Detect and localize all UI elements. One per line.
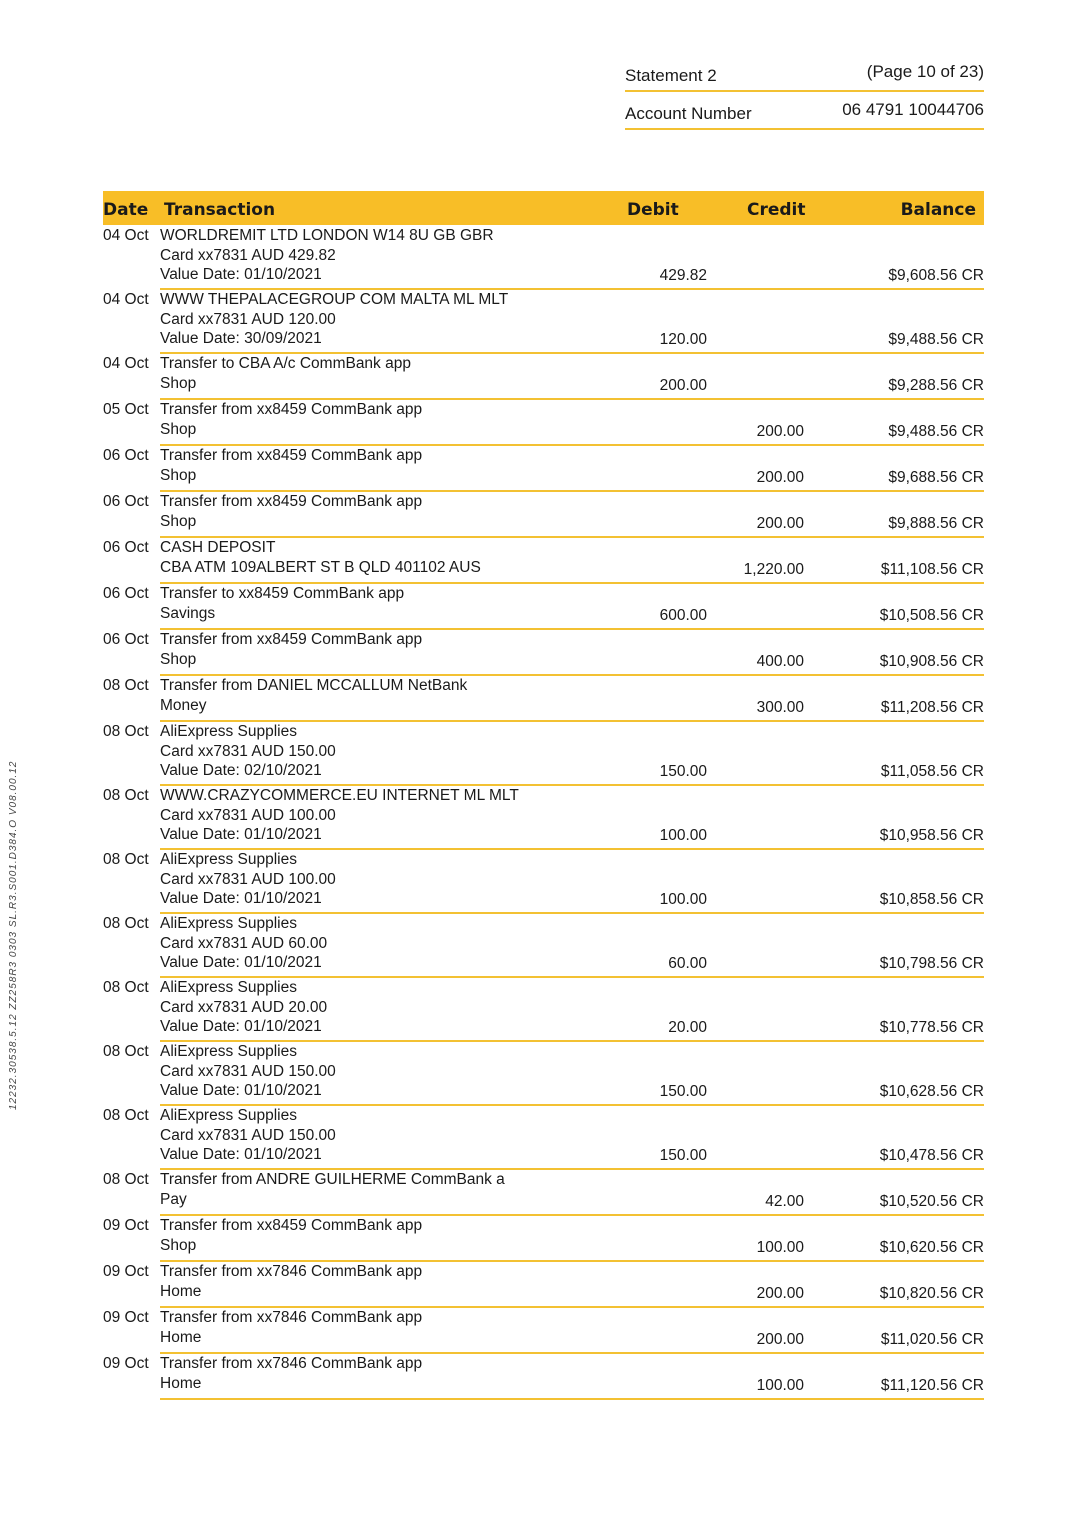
row-description-line: WWW.CRAZYCOMMERCE.EU INTERNET ML MLT bbox=[160, 787, 519, 804]
row-description-line: Home bbox=[160, 1282, 202, 1300]
col-date: Date bbox=[103, 200, 149, 220]
row-description-line: Card xx7831 AUD 100.00 bbox=[160, 806, 336, 824]
row-balance: $9,488.56 CR bbox=[888, 331, 984, 348]
row-description-line: WWW THEPALACEGROUP COM MALTA ML MLT bbox=[160, 291, 509, 308]
row-credit: 200.00 bbox=[756, 423, 804, 440]
row-description-line: Card xx7831 AUD 120.00 bbox=[160, 310, 336, 328]
table-row bbox=[103, 850, 984, 914]
row-description-line: Shop bbox=[160, 374, 197, 392]
table-row bbox=[103, 1170, 984, 1216]
table-row bbox=[103, 786, 984, 850]
row-debit: 200.00 bbox=[659, 377, 707, 394]
row-description-line: Shop bbox=[160, 466, 197, 484]
page-info: (Page 10 of 23) bbox=[866, 62, 984, 81]
account-label: Account Number bbox=[625, 104, 752, 123]
row-date: 09 Oct bbox=[103, 1355, 149, 1372]
row-credit: 200.00 bbox=[756, 515, 804, 532]
row-description-line: Transfer from ANDRE GUILHERME CommBank a bbox=[160, 1171, 505, 1188]
row-description-line: CASH DEPOSIT bbox=[160, 539, 276, 556]
table-row bbox=[103, 1308, 984, 1354]
row-date: 08 Oct bbox=[103, 915, 149, 932]
row-description-line: WORLDREMIT LTD LONDON W14 8U GB GBR bbox=[160, 227, 494, 244]
table-row bbox=[103, 290, 984, 354]
col-balance: Balance bbox=[900, 200, 976, 220]
row-credit: 200.00 bbox=[756, 469, 804, 486]
row-date: 06 Oct bbox=[103, 447, 149, 464]
table-header bbox=[103, 191, 984, 225]
row-description-line: CBA ATM 109ALBERT ST B QLD 401102 AUS bbox=[160, 558, 481, 576]
row-description-line: Card xx7831 AUD 100.00 bbox=[160, 870, 336, 888]
row-description-line: Transfer from xx7846 CommBank app bbox=[160, 1355, 423, 1372]
row-credit: 200.00 bbox=[756, 1285, 804, 1302]
row-credit: 300.00 bbox=[756, 699, 804, 716]
transaction-table bbox=[0, 226, 1087, 1400]
row-balance: $10,620.56 CR bbox=[879, 1239, 984, 1256]
row-date: 08 Oct bbox=[103, 1107, 149, 1124]
table-row bbox=[103, 446, 984, 492]
table-row bbox=[103, 1042, 984, 1106]
row-description-line: Value Date: 01/10/2021 bbox=[160, 266, 322, 283]
row-balance: $11,058.56 CR bbox=[880, 763, 984, 780]
row-balance: $11,108.56 CR bbox=[880, 561, 984, 578]
row-balance: $10,958.56 CR bbox=[879, 827, 984, 844]
table-row bbox=[103, 630, 984, 676]
row-description-line: Card xx7831 AUD 20.00 bbox=[160, 998, 328, 1016]
row-description-line: Value Date: 02/10/2021 bbox=[160, 762, 322, 779]
row-debit: 20.00 bbox=[668, 1019, 707, 1036]
row-description-line: AliExpress Supplies bbox=[160, 1107, 297, 1124]
row-description-line: Savings bbox=[160, 604, 216, 622]
table-row bbox=[103, 584, 984, 630]
row-description-line: Home bbox=[160, 1374, 202, 1392]
statement-row bbox=[625, 52, 984, 92]
row-description-line: AliExpress Supplies bbox=[160, 915, 297, 932]
row-balance: $9,688.56 CR bbox=[888, 469, 984, 486]
row-description-line: Transfer from xx7846 CommBank app bbox=[160, 1309, 423, 1326]
row-credit: 1,220.00 bbox=[743, 561, 804, 578]
row-debit: 150.00 bbox=[659, 763, 707, 780]
row-description-line: Value Date: 01/10/2021 bbox=[160, 890, 322, 907]
row-balance: $10,858.56 CR bbox=[879, 891, 984, 908]
statement-label: Statement 2 bbox=[625, 66, 717, 85]
row-date: 06 Oct bbox=[103, 539, 149, 556]
table-row bbox=[103, 226, 984, 290]
row-date: 04 Oct bbox=[103, 291, 149, 308]
row-date: 08 Oct bbox=[103, 851, 149, 868]
row-description-line: Transfer from DANIEL MCCALLUM NetBank bbox=[160, 677, 468, 694]
row-description-line: AliExpress Supplies bbox=[160, 979, 297, 996]
row-description-line: Shop bbox=[160, 650, 197, 668]
row-credit: 100.00 bbox=[756, 1377, 804, 1394]
row-description-line: Shop bbox=[160, 512, 197, 530]
row-balance: $10,908.56 CR bbox=[879, 653, 984, 670]
row-description-line: Transfer to xx8459 CommBank app bbox=[160, 585, 405, 602]
row-description-line: AliExpress Supplies bbox=[160, 723, 297, 740]
row-description-line: Money bbox=[160, 696, 207, 714]
row-description-line: Value Date: 01/10/2021 bbox=[160, 1146, 322, 1163]
side-reference-code: 12232.30538.5.12 ZZ258R3 0303 SL.R3.S001.D384.O V08.00.12 bbox=[8, 760, 19, 1110]
row-debit: 60.00 bbox=[668, 955, 707, 972]
row-description-line: AliExpress Supplies bbox=[160, 851, 297, 868]
row-date: 08 Oct bbox=[103, 677, 149, 694]
row-date: 06 Oct bbox=[103, 631, 149, 648]
row-description-line: Shop bbox=[160, 420, 197, 438]
row-description-line: Value Date: 01/10/2021 bbox=[160, 826, 322, 843]
row-description-line: Home bbox=[160, 1328, 202, 1346]
table-row bbox=[103, 354, 984, 400]
row-debit: 100.00 bbox=[659, 891, 707, 908]
row-date: 08 Oct bbox=[103, 979, 149, 996]
row-description-line: Pay bbox=[160, 1190, 187, 1208]
table-row bbox=[103, 1354, 984, 1400]
row-description-line: Transfer from xx8459 CommBank app bbox=[160, 493, 423, 510]
row-balance: $10,820.56 CR bbox=[879, 1285, 984, 1302]
row-description-line: Card xx7831 AUD 150.00 bbox=[160, 742, 336, 760]
row-description-line: Transfer to CBA A/c CommBank app bbox=[160, 355, 411, 372]
row-credit: 42.00 bbox=[765, 1193, 804, 1210]
row-description-line: Value Date: 01/10/2021 bbox=[160, 1082, 322, 1099]
row-balance: $9,288.56 CR bbox=[888, 377, 984, 394]
row-balance: $9,608.56 CR bbox=[888, 267, 984, 284]
row-date: 08 Oct bbox=[103, 723, 149, 740]
table-row bbox=[103, 400, 984, 446]
row-balance: $11,020.56 CR bbox=[880, 1331, 984, 1348]
row-date: 06 Oct bbox=[103, 585, 149, 602]
row-balance: $9,888.56 CR bbox=[888, 515, 984, 532]
row-debit: 100.00 bbox=[659, 827, 707, 844]
row-balance: $10,798.56 CR bbox=[879, 955, 984, 972]
account-number: 06 4791 10044706 bbox=[842, 100, 984, 119]
row-credit: 400.00 bbox=[756, 653, 804, 670]
row-date: 09 Oct bbox=[103, 1217, 149, 1234]
row-credit: 100.00 bbox=[756, 1239, 804, 1256]
row-debit: 429.82 bbox=[659, 267, 707, 284]
row-debit: 120.00 bbox=[659, 331, 707, 348]
table-row bbox=[103, 978, 984, 1042]
row-balance: $11,208.56 CR bbox=[880, 699, 984, 716]
row-date: 04 Oct bbox=[103, 355, 149, 372]
row-balance: $11,120.56 CR bbox=[880, 1377, 984, 1394]
row-description-line: Transfer from xx8459 CommBank app bbox=[160, 1217, 423, 1234]
row-date: 09 Oct bbox=[103, 1263, 149, 1280]
row-date: 04 Oct bbox=[103, 227, 149, 244]
row-description-line: Card xx7831 AUD 150.00 bbox=[160, 1062, 336, 1080]
row-balance: $10,628.56 CR bbox=[879, 1083, 984, 1100]
row-description-line: Card xx7831 AUD 429.82 bbox=[160, 246, 336, 264]
table-row bbox=[103, 1106, 984, 1170]
row-balance: $10,508.56 CR bbox=[879, 607, 984, 624]
row-description-line: Transfer from xx8459 CommBank app bbox=[160, 631, 423, 648]
row-date: 05 Oct bbox=[103, 401, 149, 418]
row-balance: $10,778.56 CR bbox=[879, 1019, 984, 1036]
col-credit: Credit bbox=[747, 200, 806, 220]
table-row bbox=[103, 1216, 984, 1262]
row-balance: $9,488.56 CR bbox=[888, 423, 984, 440]
table-row bbox=[103, 538, 984, 584]
row-description-line: Transfer from xx8459 CommBank app bbox=[160, 401, 423, 418]
row-date: 09 Oct bbox=[103, 1309, 149, 1326]
row-credit: 200.00 bbox=[756, 1331, 804, 1348]
row-description-line: Value Date: 01/10/2021 bbox=[160, 954, 322, 971]
col-transaction: Transaction bbox=[164, 200, 276, 220]
row-debit: 150.00 bbox=[659, 1083, 707, 1100]
table-row bbox=[103, 914, 984, 978]
row-date: 08 Oct bbox=[103, 1043, 149, 1060]
row-description-line: Value Date: 01/10/2021 bbox=[160, 1018, 322, 1035]
row-description-line: Card xx7831 AUD 60.00 bbox=[160, 934, 328, 952]
row-date: 06 Oct bbox=[103, 493, 149, 510]
row-date: 08 Oct bbox=[103, 787, 149, 804]
row-description-line: Transfer from xx7846 CommBank app bbox=[160, 1263, 423, 1280]
row-description-line: Value Date: 30/09/2021 bbox=[160, 330, 322, 347]
account-row bbox=[625, 90, 984, 130]
row-description-line: AliExpress Supplies bbox=[160, 1043, 297, 1060]
table-row bbox=[103, 1262, 984, 1308]
row-description-line: Card xx7831 AUD 150.00 bbox=[160, 1126, 336, 1144]
col-debit: Debit bbox=[627, 200, 679, 220]
row-description-line: Shop bbox=[160, 1236, 197, 1254]
table-row bbox=[103, 492, 984, 538]
row-debit: 600.00 bbox=[659, 607, 707, 624]
row-debit: 150.00 bbox=[659, 1147, 707, 1164]
table-row bbox=[103, 722, 984, 786]
row-balance: $10,520.56 CR bbox=[879, 1193, 984, 1210]
row-description-line: Transfer from xx8459 CommBank app bbox=[160, 447, 423, 464]
row-balance: $10,478.56 CR bbox=[879, 1147, 984, 1164]
table-row bbox=[103, 676, 984, 722]
row-date: 08 Oct bbox=[103, 1171, 149, 1188]
